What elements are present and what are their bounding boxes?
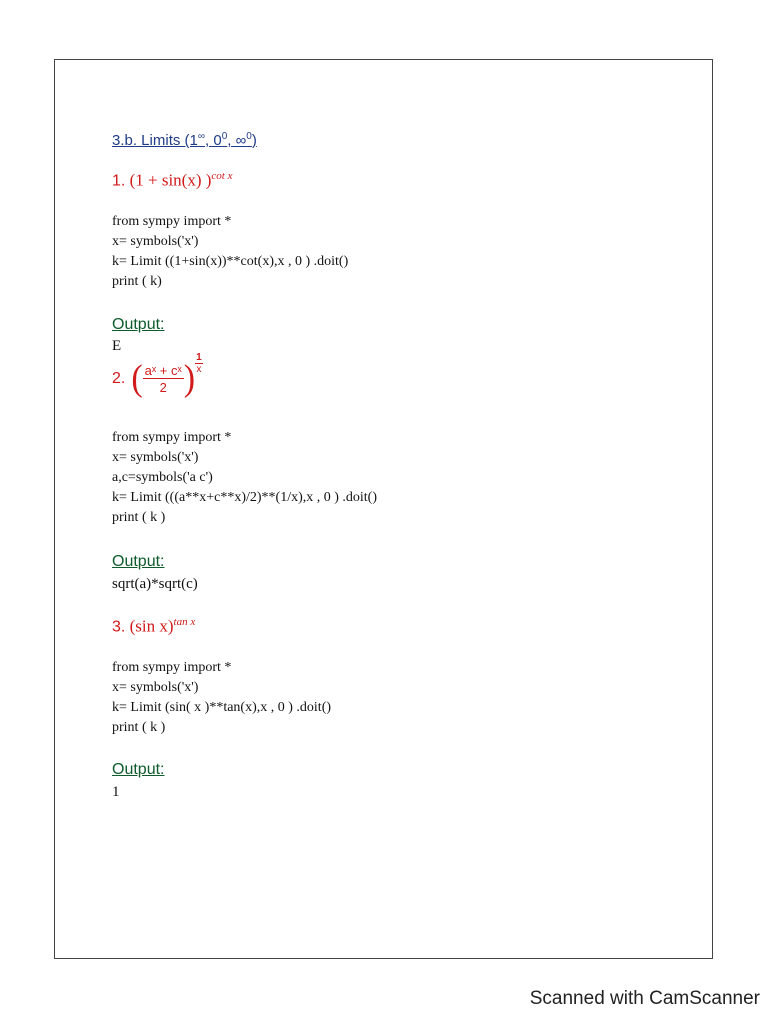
problem-2-output: sqrt(a)*sqrt(c) — [112, 576, 198, 592]
code-line: from sympy import * — [112, 214, 232, 229]
problem-3-output-label: Output: — [112, 761, 165, 778]
code-line: print ( k ) — [112, 720, 166, 735]
problem-1-output-label: Output: — [112, 316, 165, 333]
problem-2-output-label: Output: — [112, 553, 165, 570]
scanner-watermark: Scanned with CamScanner — [529, 988, 760, 1009]
problem-1-output: E — [112, 338, 122, 354]
problem-2-exponent: $\frac{1}{x}$ — [196, 352, 202, 375]
problem-1-title: 1. (1 + sin(x) )$^{cot x}$ — [112, 170, 233, 190]
code-line: print ( k ) — [112, 510, 166, 525]
code-line: x= symbols('x') — [112, 450, 199, 465]
problem-3-title: 3. (sin x)$^{tan x}$ — [112, 616, 196, 636]
code-line: k= Limit (((a**x+c**x)/2)**(1/x),x , 0 ) .doit() — [112, 490, 378, 505]
code-line: print ( k) — [112, 274, 162, 289]
problem-2-title: 2. ( $\frac{\text{aˣ + cˣ}}{2}$ ) $\frac{1}{x}$ — [112, 352, 202, 399]
code-line: a,c=symbols('a c') — [112, 470, 213, 485]
code-line: from sympy import * — [112, 430, 232, 445]
problem-2-fraction: $\frac{\text{aˣ + cˣ}}{2}$ — [144, 363, 182, 395]
code-line: x= symbols('x') — [112, 234, 199, 249]
code-line: x= symbols('x') — [112, 680, 199, 695]
problem-2-code — [112, 428, 377, 528]
section-heading: 3.b. Limits (1∞, $0^0$, ∞$^0$) — [112, 131, 257, 149]
problem-3-output: 1 — [112, 784, 120, 800]
problem-1-code — [112, 212, 348, 292]
code-line: k= Limit ((1+sin(x))**cot(x),x , 0 ) .doit() — [112, 254, 349, 269]
code-line: from sympy import * — [112, 660, 232, 675]
code-line: k= Limit (sin( x )**tan(x),x , 0 ) .doit() — [112, 700, 332, 715]
problem-3-code — [112, 658, 331, 738]
